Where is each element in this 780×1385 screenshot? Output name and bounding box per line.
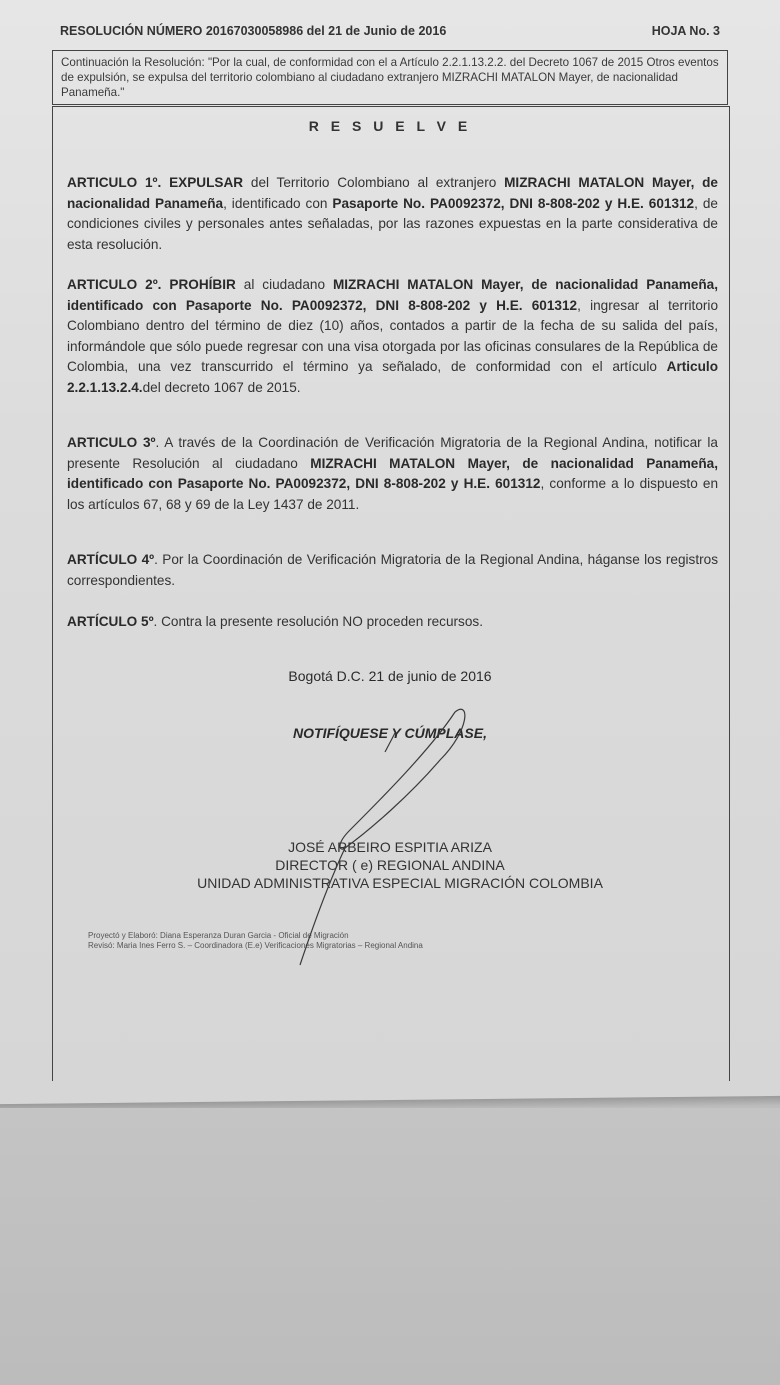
article-bold-text: MIZRACHI MATALON Mayer, de nacionalidad Panameña xyxy=(67,175,718,211)
article-bold-text: MIZRACHI MATALON Mayer, de nacionalidad Panameña, identificado con Pasaporte No. PA0092372, DNI 8-808-202 y H.E. 601312 xyxy=(67,277,718,313)
article-2 xyxy=(67,275,718,398)
section-title: R E S U E L V E xyxy=(308,118,472,134)
notify-line: NOTIFÍQUESE Y CÚMPLASE, xyxy=(293,725,487,741)
article-5 xyxy=(67,612,718,633)
background-surface xyxy=(0,1108,780,1385)
article-text: , de condiciones civiles y personales antes señaladas, por las razones expuestas en la parte considerativa de esta resolución. xyxy=(67,195,718,252)
footer-note-prepared: Proyectó y Elaboró: Diana Esperanza Duran Garcia - Oficial de Migración xyxy=(88,931,349,940)
article-bold-text: ARTICULO 1º. EXPULSAR xyxy=(67,175,244,190)
signer-organization: UNIDAD ADMINISTRATIVA ESPECIAL MIGRACIÓN COLOMBIA xyxy=(197,875,603,891)
article-text: del decreto 1067 de 2015. xyxy=(142,379,301,395)
article-bold-text: ARTICULO 2º. PROHÍBIR xyxy=(67,277,236,292)
article-text: . Contra la presente resolución NO proceden recursos. xyxy=(153,614,483,629)
continuation-text: Continuación la Resolución: "Por la cual, de conformidad con el a Artículo 2.2.1.13.2.2. del Decreto 1067 de 2015 Otros eventos de expulsión, se expulsa del territorio colombiano al ciudadano extranjero MIZRACHI MATALON Mayer, de nacionalidad Panameña." xyxy=(61,56,719,99)
article-bold-text: Articulo 2.2.1.13.2.4. xyxy=(67,359,718,395)
signer-name: JOSÉ ARBEIRO ESPITIA ARIZA xyxy=(288,839,492,855)
article-text: , conforme a lo dispuesto en los artículos 67, 68 y 69 de la Ley 1437 de 2011. xyxy=(67,476,719,512)
article-text: del Territorio Colombiano al extranjero xyxy=(243,175,505,190)
article-bold-text: ARTICULO 3º xyxy=(67,435,156,450)
article-bold-text: Pasaporte No. PA0092372, DNI 8-808-202 y H.E. 601312 xyxy=(332,195,695,211)
article-bold-text: MIZRACHI MATALON Mayer, de nacionalidad Panameña, identificado con Pasaporte No. PA0092372, DNI 8-808-202 y H.E. 601312 xyxy=(67,455,718,491)
page-header xyxy=(60,24,720,38)
article-1 xyxy=(67,173,718,255)
continuation-box xyxy=(52,50,728,105)
article-3 xyxy=(67,433,718,515)
article-text: . A través de la Coordinación de Verificación Migratoria de la Regional Andina, notificar la presente Resolución al ciudadano xyxy=(67,435,718,471)
article-bold-text: ARTÍCULO 5º xyxy=(67,614,154,629)
article-text: , identificado con xyxy=(223,195,333,211)
place-date: Bogotá D.C. 21 de junio de 2016 xyxy=(288,668,492,684)
footer-note-reviewed: Revisó: Maria Ines Ferro S. – Coordinadora (E.e) Verificaciones Migratorias – Regional Andina xyxy=(88,941,423,950)
article-text: al ciudadano xyxy=(235,277,333,292)
article-4 xyxy=(67,550,718,591)
article-text: , ingresar al territorio Colombiano dentro del término de diez (10) años, contados a partir de la fecha de su salida del país, informándole que sólo puede regresar con una visa otorgada por las oficinas consulares de la República de Colombia, una vez transcurrido el término ya señalado, de conformidad con el artículo xyxy=(67,297,719,374)
resolution-number: RESOLUCIÓN NÚMERO 20167030058986 del 21 de Junio de 2016 xyxy=(60,24,447,38)
article-bold-text: ARTÍCULO 4º xyxy=(67,552,155,567)
signer-title: DIRECTOR ( e) REGIONAL ANDINA xyxy=(275,857,505,873)
footer-notes xyxy=(88,931,423,951)
page-number: HOJA No. 3 xyxy=(651,24,720,38)
article-text: . Por la Coordinación de Verificación Migratoria de la Regional Andina, háganse los registros correspondientes. xyxy=(67,552,718,588)
